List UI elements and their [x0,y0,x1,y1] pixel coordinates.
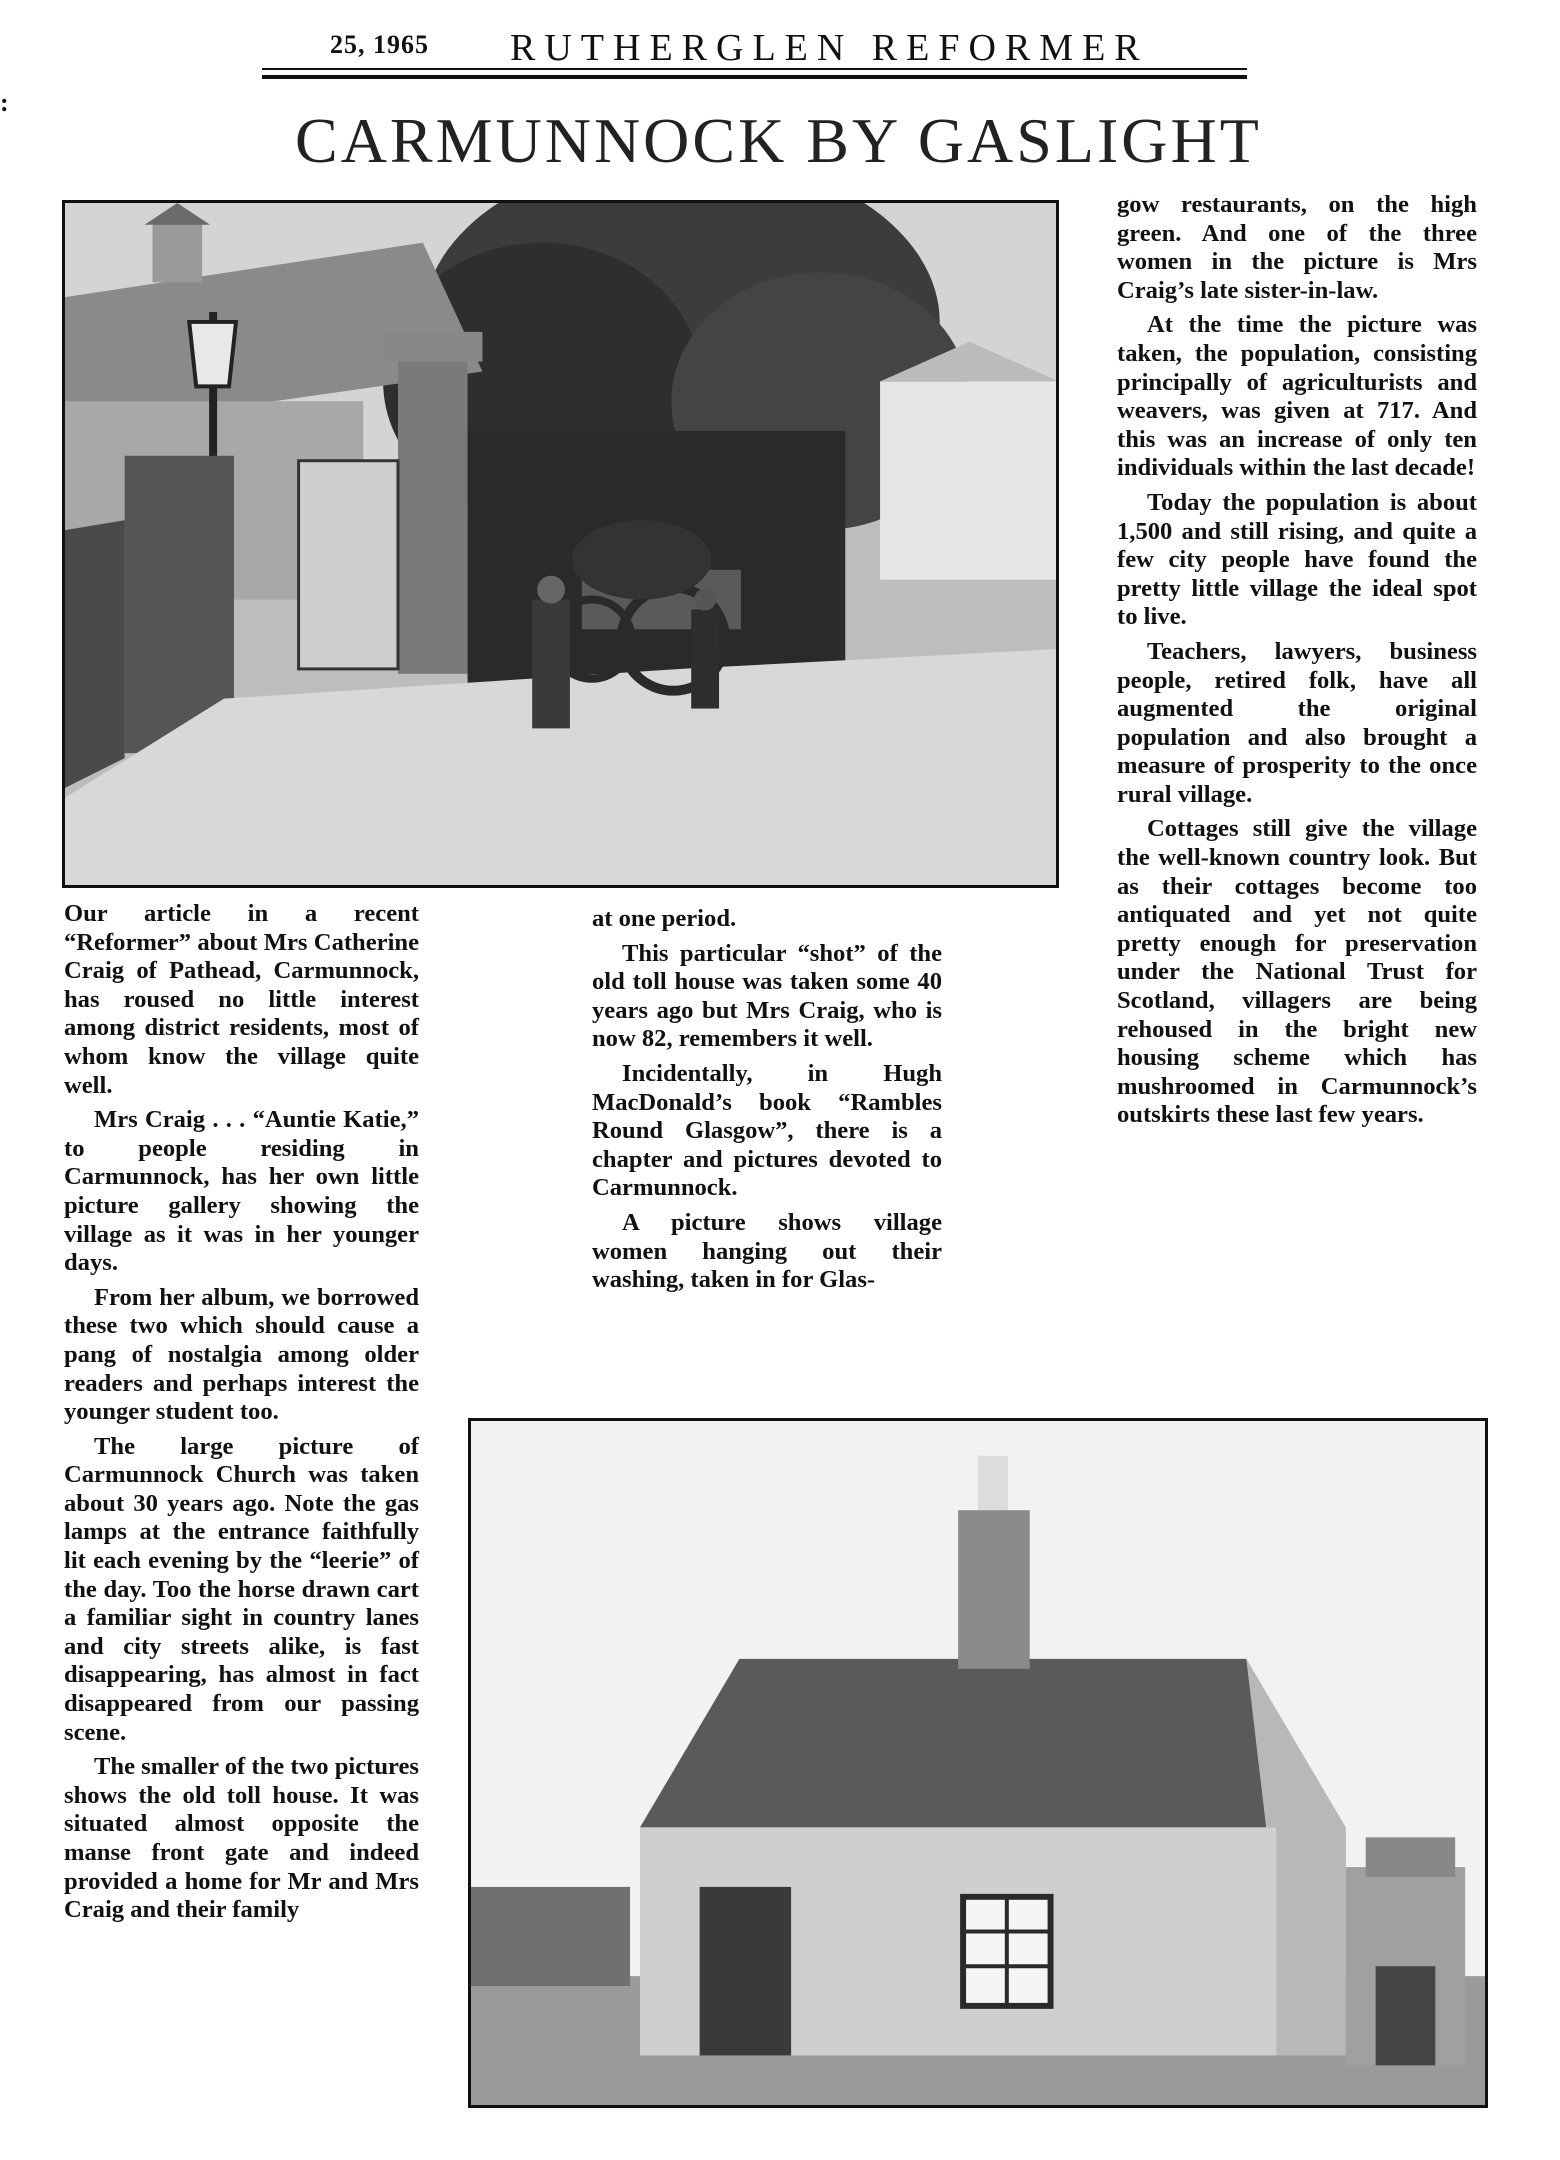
paragraph: Mrs Craig . . . “Auntie Katie,” to people residing in Carmunnock, has her own little picture gallery showing the village as it was in her younger days. [64,1106,419,1277]
paragraph: gow restaurants, on the high green. And one of the three women in the picture is Mrs Craig’s late sister-in-law. [1117,191,1477,304]
church-photo [62,200,1059,888]
paragraph: The large picture of Carmunnock Church was taken about 30 years ago. Note the gas lamps at the entrance faithfully lit each evening by the “leerie” of the day. Too the horse drawn cart a familiar sight in country lanes and city streets alike, is fast disappearing, has almost in fact disappeared from our passing scene. [64,1432,419,1746]
paragraph: Today the population is about 1,500 and still rising, and quite a few city people have found the pretty little village the ideal spot to live. [1117,488,1477,631]
article-column-1 [64,900,419,1931]
edge-mark: : [0,88,9,117]
article-column-3 [1117,191,1477,1136]
paragraph: at one period. [592,905,737,932]
masthead-date: 25, 1965 [330,30,429,59]
paragraph: The smaller of the two pictures shows the old toll house. It was situated almost opposite the manse front gate and indeed provided a home for Mr and Mrs Craig and their family [64,1753,419,1924]
masthead-rule-thick [262,75,1247,79]
masthead-title: RUTHERGLEN REFORMER [510,27,1149,69]
paragraph: A picture shows village women hanging out their washing, taken in for Glas- [592,1208,942,1294]
paragraph: Cottages still give the village the well-known country look. But as their cottages become too antiquated and yet not quite pretty enough for preservation under the National Trust for Scotland, villagers are being rehoused in the bright new housing scheme which has mushroomed in Carmunnock’s outskirts these last few years. [1117,815,1477,1129]
article-column-2 [592,905,942,1301]
paragraph: At the time the picture was taken, the population, consisting principally of agriculturists and weavers, was given at 717. And this was an increase of only ten individuals within the last decade! [1117,311,1477,482]
masthead-rule-thin [262,68,1247,70]
toll-house-photo [468,1418,1488,2108]
paragraph: This particular “shot” of the old toll house was taken some 40 years ago but Mrs Craig, who is now 82, remembers it well. [592,939,942,1053]
paragraph: Our article in a recent “Reformer” about Mrs Catherine Craig of Pathead, Carmunnock, has roused no little interest among district residents, most of whom know the village quite well. [64,900,419,1099]
paragraph: Teachers, lawyers, business people, retired folk, have all augmented the original population and also brought a measure of prosperity to the once rural village. [1117,637,1477,808]
headline: CARMUNNOCK BY GASLIGHT [295,105,1262,176]
paragraph: From her album, we borrowed these two which should cause a pang of nostalgia among older readers and perhaps interest the younger student too. [64,1283,419,1426]
paragraph: Incidentally, in Hugh MacDonald’s book “Rambles Round Glasgow”, there is a chapter and pictures devoted to Carmunnock. [592,1059,942,1202]
